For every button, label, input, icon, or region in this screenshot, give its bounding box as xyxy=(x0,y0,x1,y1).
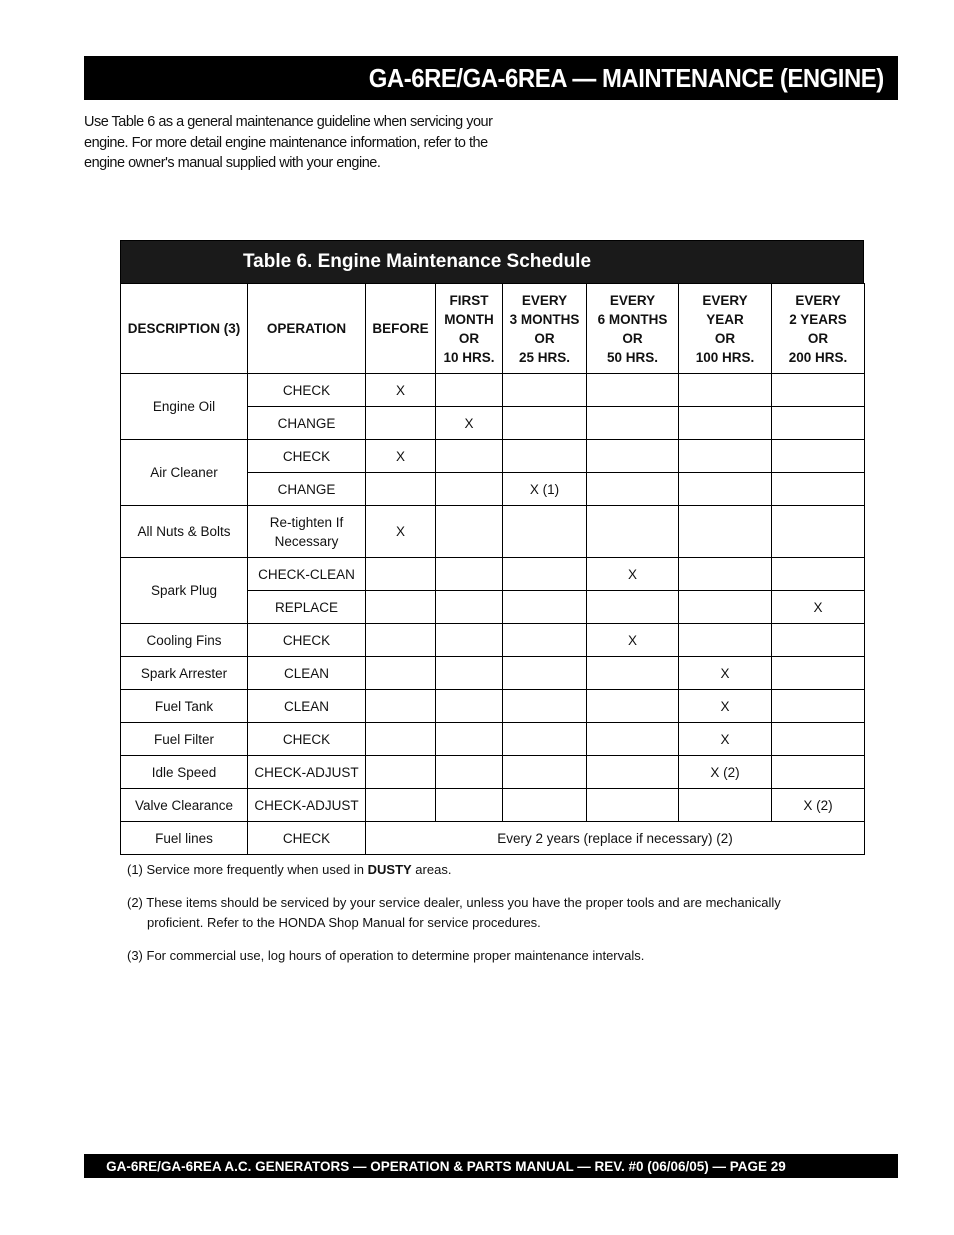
interval-cell: X xyxy=(679,657,772,690)
interval-cell xyxy=(679,624,772,657)
interval-cell xyxy=(587,407,679,440)
interval-cell xyxy=(772,473,865,506)
interval-cell xyxy=(366,756,436,789)
page-title-bar xyxy=(84,56,898,100)
operation-cell: CHECK xyxy=(248,624,366,657)
interval-cell xyxy=(366,558,436,591)
operation-cell: CHECK xyxy=(248,440,366,473)
interval-cell xyxy=(503,756,587,789)
description-cell: Air Cleaner xyxy=(121,440,248,506)
note-1: (1) Service more frequently when used in DUSTY areas. xyxy=(127,862,452,877)
operation-cell: CHECK xyxy=(248,822,366,855)
interval-cell xyxy=(436,374,503,407)
interval-cell xyxy=(587,657,679,690)
table-row xyxy=(121,657,865,690)
description-cell: Valve Clearance xyxy=(121,789,248,822)
interval-cell xyxy=(587,756,679,789)
interval-cell xyxy=(679,407,772,440)
interval-cell xyxy=(587,473,679,506)
interval-cell xyxy=(366,690,436,723)
description-cell: Fuel Tank xyxy=(121,690,248,723)
interval-cell xyxy=(366,723,436,756)
operation-cell: Re-tighten If Necessary xyxy=(248,506,366,558)
interval-cell: X xyxy=(366,374,436,407)
description-cell: Cooling Fins xyxy=(121,624,248,657)
column-header: OPERATION xyxy=(248,284,366,374)
interval-cell xyxy=(503,374,587,407)
interval-cell xyxy=(772,440,865,473)
interval-cell xyxy=(436,473,503,506)
interval-cell xyxy=(366,789,436,822)
interval-cell: X xyxy=(772,591,865,624)
interval-cell xyxy=(503,407,587,440)
interval-cell xyxy=(772,506,865,558)
table-row xyxy=(121,624,865,657)
interval-cell xyxy=(679,506,772,558)
interval-cell xyxy=(366,473,436,506)
description-cell: Fuel lines xyxy=(121,822,248,855)
interval-cell xyxy=(587,374,679,407)
operation-cell: CLEAN xyxy=(248,690,366,723)
interval-cell: X xyxy=(679,723,772,756)
interval-cell xyxy=(772,657,865,690)
intro-paragraph: Use Table 6 as a general maintenance guideline when servicing your engine. For more detail engine maintenance information, refer to the engine owner's manual supplied with your engine. xyxy=(84,114,493,171)
table-row xyxy=(121,723,865,756)
interval-span-cell: Every 2 years (replace if necessary) (2) xyxy=(366,822,865,855)
interval-cell xyxy=(436,591,503,624)
table-row xyxy=(121,756,865,789)
interval-cell xyxy=(503,440,587,473)
table-row xyxy=(121,690,865,723)
operation-cell: CHECK-ADJUST xyxy=(248,789,366,822)
table-title: Table 6. Engine Maintenance Schedule xyxy=(242,251,592,272)
interval-cell xyxy=(366,624,436,657)
interval-cell xyxy=(436,723,503,756)
operation-cell: CHECK-ADJUST xyxy=(248,756,366,789)
interval-cell xyxy=(503,591,587,624)
interval-cell xyxy=(587,723,679,756)
interval-cell xyxy=(587,690,679,723)
table-row xyxy=(121,789,865,822)
table-header-row xyxy=(121,284,865,374)
interval-cell xyxy=(503,789,587,822)
interval-cell xyxy=(772,558,865,591)
page-title: GA-6RE/GA-6REA — MAINTENANCE (ENGINE) xyxy=(368,62,884,93)
note-2: (2) These items should be serviced by your service dealer, unless you have the proper tools and are mechanically proficient. Refer to the HONDA Shop Manual for service procedures. xyxy=(127,895,781,930)
interval-cell xyxy=(366,591,436,624)
interval-cell xyxy=(436,657,503,690)
interval-cell: X xyxy=(679,690,772,723)
interval-cell xyxy=(436,506,503,558)
interval-cell xyxy=(587,789,679,822)
interval-cell xyxy=(503,624,587,657)
interval-cell: X (1) xyxy=(503,473,587,506)
interval-cell xyxy=(503,558,587,591)
operation-cell: CHANGE xyxy=(248,473,366,506)
interval-cell xyxy=(503,723,587,756)
page-footer xyxy=(84,1154,898,1178)
table-row xyxy=(121,506,865,558)
operation-cell: CHECK-CLEAN xyxy=(248,558,366,591)
interval-cell xyxy=(436,440,503,473)
interval-cell xyxy=(679,473,772,506)
table-row xyxy=(121,822,865,855)
interval-cell xyxy=(503,657,587,690)
interval-cell xyxy=(436,690,503,723)
interval-cell xyxy=(587,440,679,473)
table-row xyxy=(121,558,865,591)
note-3: (3) For commercial use, log hours of operation to determine proper maintenance intervals. xyxy=(127,948,645,963)
operation-cell: CHANGE xyxy=(248,407,366,440)
interval-cell xyxy=(366,657,436,690)
interval-cell: X xyxy=(587,624,679,657)
operation-cell: REPLACE xyxy=(248,591,366,624)
interval-cell xyxy=(772,624,865,657)
interval-cell: X xyxy=(587,558,679,591)
interval-cell xyxy=(679,440,772,473)
column-header: EVERY YEAR OR 100 HRS. xyxy=(679,284,772,374)
interval-cell xyxy=(587,591,679,624)
interval-cell xyxy=(679,789,772,822)
description-cell: Spark Plug xyxy=(121,558,248,624)
maintenance-schedule-table xyxy=(120,283,865,855)
interval-cell xyxy=(679,374,772,407)
table-body xyxy=(121,374,865,855)
interval-cell xyxy=(772,690,865,723)
interval-cell: X (2) xyxy=(679,756,772,789)
table-title-bar xyxy=(120,240,864,283)
description-cell: Idle Speed xyxy=(121,756,248,789)
description-cell: Spark Arrester xyxy=(121,657,248,690)
interval-cell xyxy=(436,756,503,789)
interval-cell: X xyxy=(436,407,503,440)
interval-cell xyxy=(772,723,865,756)
column-header: EVERY 2 YEARS OR 200 HRS. xyxy=(772,284,865,374)
column-header: DESCRIPTION (3) xyxy=(121,284,248,374)
description-cell: Engine Oil xyxy=(121,374,248,440)
interval-cell xyxy=(679,591,772,624)
interval-cell xyxy=(772,407,865,440)
interval-cell xyxy=(772,756,865,789)
operation-cell: CHECK xyxy=(248,374,366,407)
interval-cell xyxy=(679,558,772,591)
interval-cell xyxy=(436,558,503,591)
interval-cell: X xyxy=(366,506,436,558)
maintenance-table-container xyxy=(120,240,864,855)
table-row xyxy=(121,440,865,473)
footer-text: GA-6RE/GA-6REA A.C. GENERATORS — OPERATION & PARTS MANUAL — REV. #0 (06/06/05) — PAGE 29 xyxy=(106,1158,786,1174)
column-header: EVERY 3 MONTHS OR 25 HRS. xyxy=(503,284,587,374)
column-header: EVERY 6 MONTHS OR 50 HRS. xyxy=(587,284,679,374)
description-cell: Fuel Filter xyxy=(121,723,248,756)
interval-cell xyxy=(503,506,587,558)
table-row xyxy=(121,374,865,407)
operation-cell: CLEAN xyxy=(248,657,366,690)
interval-cell xyxy=(436,624,503,657)
interval-cell xyxy=(503,690,587,723)
interval-cell xyxy=(772,374,865,407)
operation-cell: CHECK xyxy=(248,723,366,756)
column-header: BEFORE xyxy=(366,284,436,374)
interval-cell: X (2) xyxy=(772,789,865,822)
table-notes xyxy=(127,860,827,979)
column-header: FIRST MONTH OR 10 HRS. xyxy=(436,284,503,374)
interval-cell xyxy=(436,789,503,822)
interval-cell: X xyxy=(366,440,436,473)
interval-cell xyxy=(366,407,436,440)
interval-cell xyxy=(587,506,679,558)
description-cell: All Nuts & Bolts xyxy=(121,506,248,558)
